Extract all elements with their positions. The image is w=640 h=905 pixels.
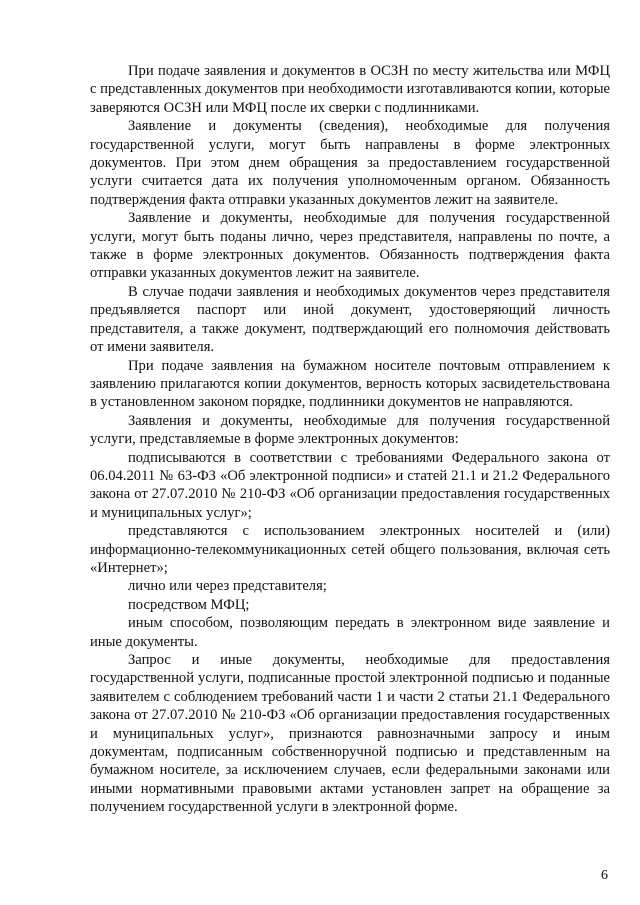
document-page <box>90 62 610 817</box>
page-number: 6 <box>601 868 608 883</box>
list-item-signed: подписываются в соответствии с требованиями Федерального закона от 06.04.2011 № 63-ФЗ «Об электронной подписи» и статей 21.1 и 21.2 Федерального закона от 27.07.2010 № 210-ФЗ «Об организации предоставления государственных и муниципальных услуг»; <box>90 449 610 521</box>
paragraph-copies: При подаче заявления и документов в ОСЗН по месту жительства или МФЦ с представленных документов при необходимости изготавливаются копии, которые заверяются ОСЗН или МФЦ после их сверки с подлинниками. <box>90 63 610 116</box>
list-item-electronic-media: представляются с использованием электронных носителей и (или) информационно-телекоммуникационных сетей общего пользования, включая сеть «Интернет»; <box>90 523 610 576</box>
paragraph-electronic-documents: Заявление и документы (сведения), необходимые для получения государственной услуги, могут быть направлены в форме электронных документов. При этом днем обращения за предоставлением государственной услуги считается дата их получения уполномоченным органом. Обязанность подтверждения факта отправки указанных документов лежит на заявителе. <box>90 118 610 208</box>
paragraph-representative: В случае подачи заявления и необходимых документов через представителя предъявляется паспорт или иной документ, удостоверяющий личность представителя, а также документ, подтверждающий его полномочия действовать от имени заявителя. <box>90 283 610 356</box>
paragraph-electronic-form-intro: Заявления и документы, необходимые для получения государственной услуги, представляемые в форме электронных документов: <box>90 412 610 448</box>
paragraph-simple-signature: Запрос и иные документы, необходимые для предоставления государственной услуги, подписанные простой электронной подписью и поданные заявителем с соблюдением требований части 1 и части 2 статьи 21.1 Федерального закона от 27.07.2010 № 210-ФЗ «Об организации предоставления государственных и муниципальных услуг», признаются равнозначными запросу и иным документам, подписанным собственноручной подписью и представленным на бумажном носителе, за исключением случаев, если федеральными законами или иными нормативными правовыми актами установлен запрет на обращение за получением государственной услуги в электронной форме. <box>90 652 610 816</box>
paragraph-postal: При подаче заявления на бумажном носителе почтовым отправлением к заявлению прилагаются копии документов, верность которых засвидетельствована в установленном законом порядке, подлинники документов не направляются. <box>90 357 610 411</box>
list-item-in-person: лично или через представителя; <box>128 578 327 595</box>
paragraph-submission-methods: Заявление и документы, необходимые для получения государственной услуги, могут быть поданы лично, через представителя, направлены по почте, а также в форме электронных документов. Обязанность подтверждения факта отправки указанных документов лежит на заявителе. <box>90 210 610 282</box>
list-item-mfc: посредством МФЦ; <box>128 596 250 613</box>
list-item-other-method: иным способом, позволяющим передать в электронном виде заявление и иные документы. <box>90 615 610 650</box>
